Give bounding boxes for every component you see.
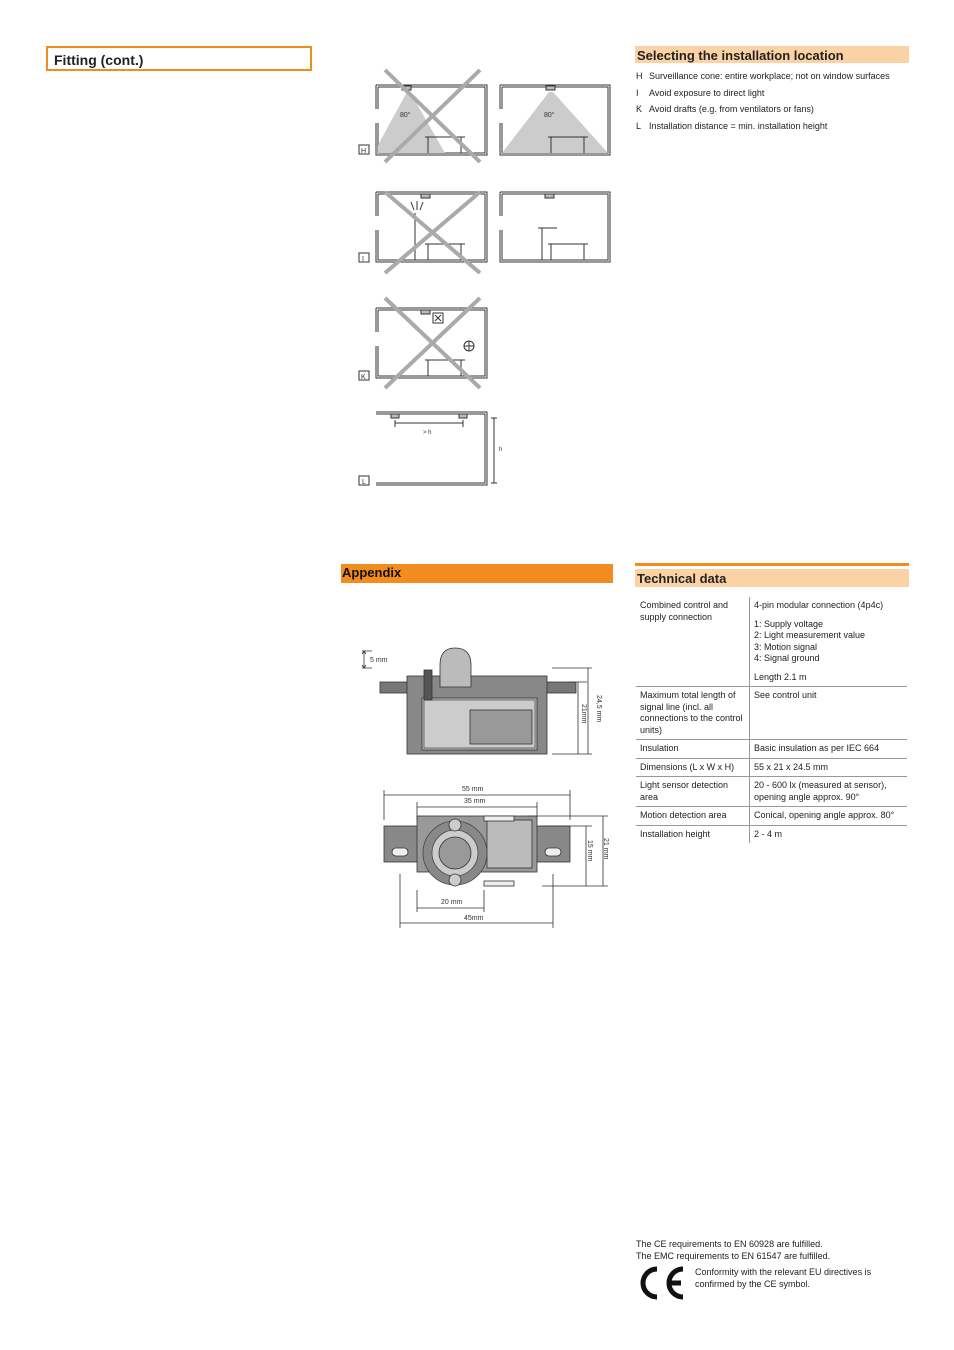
- svg-text:80°: 80°: [544, 112, 555, 119]
- svg-text:35 mm: 35 mm: [464, 798, 486, 805]
- list-item: L Installation distance = min. installation height: [636, 120, 828, 131]
- list-item: K Avoid drafts (e.g. from ventilators or fans): [636, 104, 814, 114]
- sensor-top-view: [384, 786, 609, 928]
- technical-table: [636, 597, 907, 843]
- location-heading: Selecting the installation location: [635, 46, 909, 63]
- ce-statement: The CE requirements to EN 60928 are fulfilled. The EMC requirements to EN 61547 are fulfilled.: [636, 1239, 831, 1261]
- diagram-k-label: [359, 371, 369, 381]
- diagram-h-wrong: [376, 70, 487, 162]
- ce-mark-icon: [636, 1264, 688, 1302]
- diagram-i-correct: [500, 192, 610, 262]
- svg-text:21mm: 21mm: [580, 704, 587, 724]
- svg-text:20 mm: 20 mm: [441, 899, 463, 906]
- installation-diagrams: [355, 65, 620, 495]
- svg-text:55 mm: 55 mm: [462, 786, 484, 793]
- table-row: Dimensions (L x W x H) 55 x 21 x 24.5 mm: [636, 758, 907, 777]
- table-row: Maximum total length of signal line (incl. all connections to the control units) See control unit: [636, 687, 907, 740]
- svg-text:5 mm: 5 mm: [370, 657, 388, 664]
- svg-text:K: K: [361, 374, 366, 381]
- diagram-i-wrong: [376, 192, 487, 273]
- svg-text:15 mm: 15 mm: [586, 840, 593, 862]
- svg-text:> h: > h: [423, 430, 432, 436]
- table-row: Combined control and supply connection 4-pin modular connection (4p4c) 1: Supply voltage 2: Light measurement value 3: Motion signal 4: Signal ground Length 2.1 m: [636, 597, 907, 687]
- technical-heading: Technical data: [635, 569, 909, 587]
- svg-text:24,5 mm: 24,5 mm: [595, 695, 602, 723]
- section-divider: [635, 563, 909, 566]
- table-row: Insulation Basic insulation as per IEC 664: [636, 740, 907, 759]
- appendix-heading: Appendix: [341, 564, 613, 583]
- list-item: I Avoid exposure to direct light: [636, 87, 765, 98]
- sensor-side-view: [362, 648, 602, 754]
- fitting-title: Fitting (cont.): [46, 46, 312, 71]
- diagram-h-correct: [500, 85, 610, 155]
- svg-text:H: H: [361, 148, 367, 155]
- sensor-dimension-drawing: [352, 640, 617, 935]
- diagram-l-label: [359, 476, 369, 486]
- table-row: Motion detection area Conical, opening angle approx. 80°: [636, 807, 907, 826]
- svg-text:45mm: 45mm: [464, 915, 484, 922]
- svg-text:h: h: [499, 447, 503, 453]
- svg-text:L: L: [362, 479, 366, 486]
- list-item: H Surveillance cone: entire workplace; not on window surfaces: [636, 71, 890, 81]
- svg-text:21 mm: 21 mm: [602, 838, 609, 860]
- diagram-i-label: [359, 253, 369, 263]
- location-list: [636, 68, 916, 134]
- svg-text:80°: 80°: [400, 112, 411, 119]
- svg-text:I: I: [362, 256, 364, 263]
- table-row: Light sensor detection area 20 - 600 lx (measured at sensor), opening angle approx. 90°: [636, 777, 907, 807]
- diagram-h-label: [359, 145, 369, 155]
- table-row: Installation height 2 - 4 m: [636, 825, 907, 843]
- ce-conformity-text: Conformity with the relevant EU directives is confirmed by the CE symbol.: [695, 1267, 872, 1289]
- diagram-l: [376, 412, 502, 485]
- diagram-k-wrong: [376, 298, 487, 388]
